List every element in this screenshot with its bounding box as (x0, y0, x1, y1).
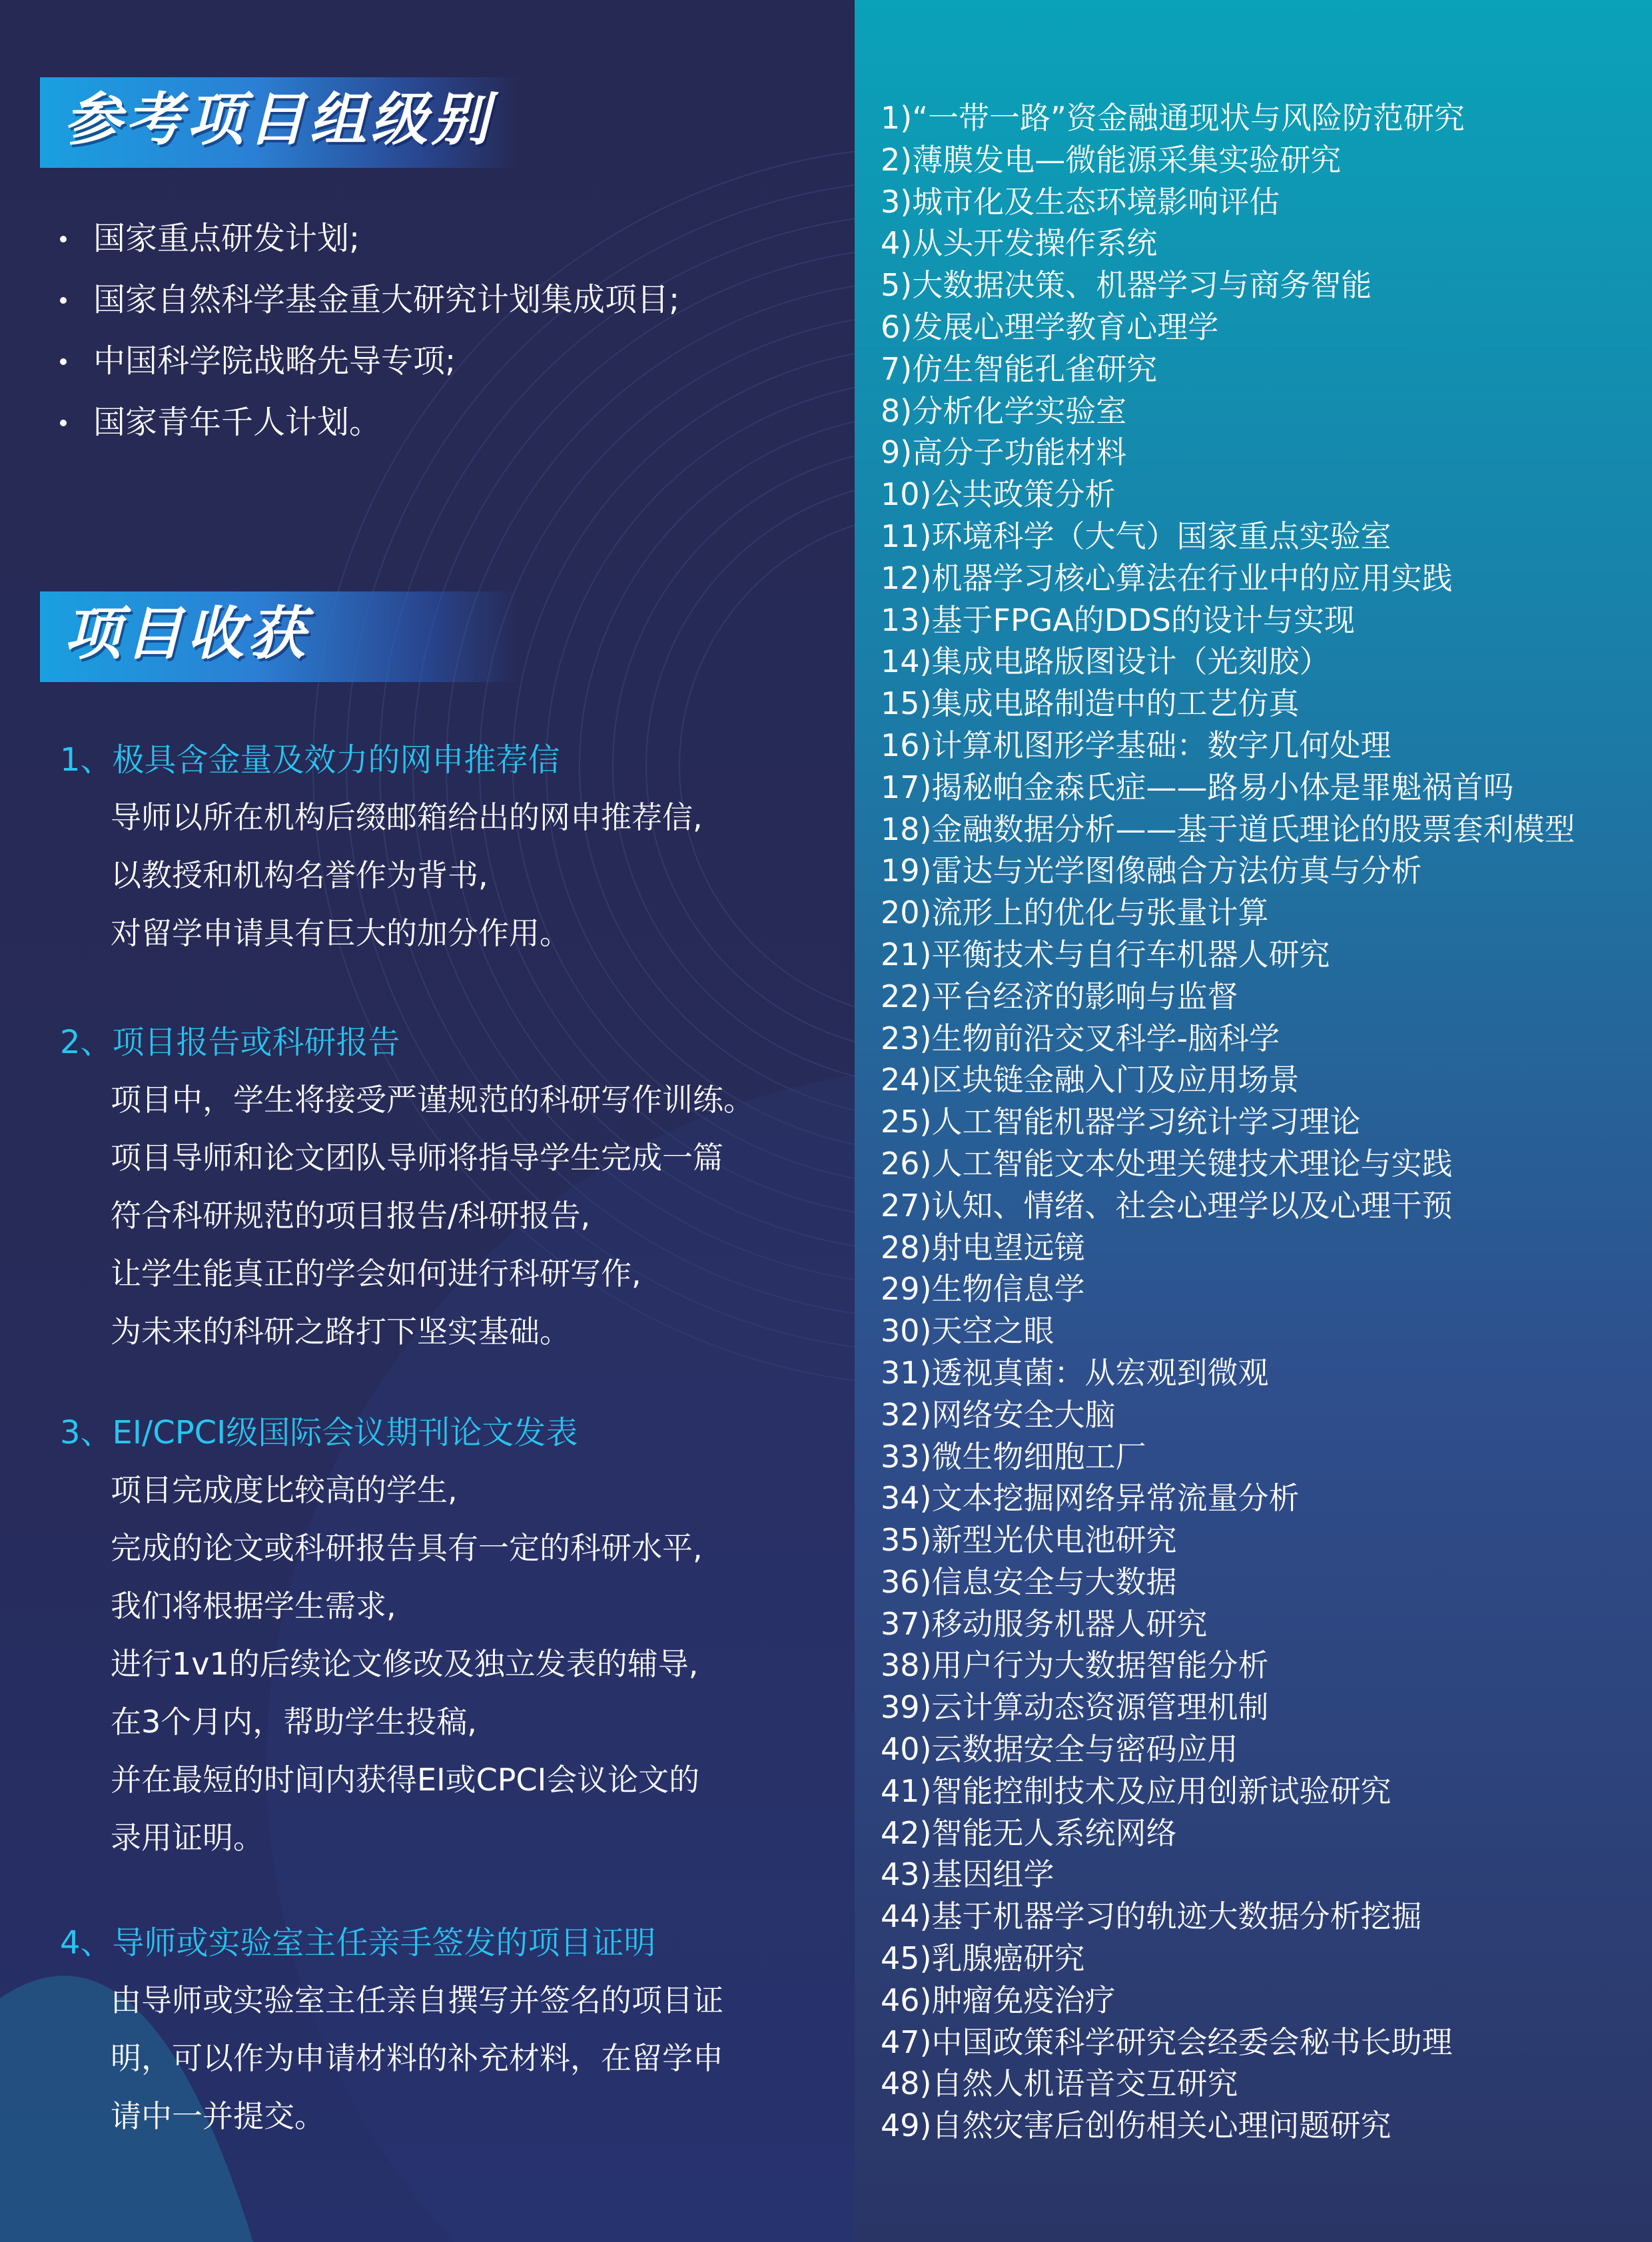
project-item: 40)云数据安全与密码应用 (881, 1731, 1238, 1768)
project-item: 6)发展心理学教育心理学 (881, 308, 1219, 345)
project-item: 3)城市化及生态环境影响评估 (881, 183, 1280, 220)
project-item: 48)自然人机语音交互研究 (881, 2065, 1238, 2102)
project-item: 14)集成电路版图设计（光刻胶） (881, 643, 1330, 680)
gain-line: 符合科研规范的项目报告/科研报告, (111, 1198, 591, 1234)
gain-line: 明，可以作为申请材料的补充材料，在留学申 (111, 2040, 723, 2076)
project-item: 7)仿生智能孔雀研究 (881, 350, 1158, 387)
project-item: 22)平台经济的影响与监督 (881, 978, 1238, 1014)
gain-line: 在3个月内，帮助学生投稿, (111, 1704, 477, 1740)
gain-heading: 4、导师或实验室主任亲手签发的项目证明 (60, 1924, 656, 1962)
project-item: 34)文本挖掘网络异常流量分析 (881, 1480, 1300, 1517)
project-item: 19)雷达与光学图像融合方法仿真与分析 (881, 853, 1422, 889)
project-item: 28)射电望远镜 (881, 1229, 1085, 1266)
gain-line: 录用证明。 (111, 1820, 264, 1856)
gain-line: 项目导师和论文团队导师将指导学生完成一篇 (111, 1140, 723, 1176)
gain-line: 导师以所在机构后缀邮箱给出的网申推荐信, (111, 799, 703, 835)
gain-body (60, 789, 703, 962)
project-item: 30)天空之眼 (881, 1313, 1054, 1349)
project-item: 27)认知、情绪、社会心理学以及心理干预 (881, 1187, 1453, 1224)
reference-item: 国家重点研发计划; (60, 208, 679, 269)
project-item: 11)环境科学（大气）国家重点实验室 (881, 518, 1392, 554)
project-item: 33)微生物细胞工厂 (881, 1438, 1146, 1475)
project-item: 15)集成电路制造中的工艺仿真 (881, 685, 1300, 722)
gain-line: 进行1v1的后续论文修改及独立发表的辅导, (111, 1646, 699, 1682)
project-item: 26)人工智能文本处理关键技术理论与实践 (881, 1145, 1453, 1182)
reference-list (60, 208, 679, 453)
project-item: 17)揭秘帕金森氏症——路易小体是罪魁祸首吗 (881, 769, 1514, 805)
gain-item-publication (60, 1409, 703, 1867)
project-item: 32)网络安全大脑 (881, 1396, 1116, 1433)
project-item: 35)新型光伏电池研究 (881, 1522, 1177, 1559)
gain-line: 完成的论文或科研报告具有一定的科研水平, (111, 1530, 703, 1566)
project-item: 21)平衡技术与自行车机器人研究 (881, 936, 1330, 972)
gain-line: 让学生能真正的学会如何进行科研写作, (111, 1256, 641, 1292)
project-item: 49)自然灾害后创伤相关心理问题研究 (881, 2107, 1392, 2144)
gain-heading: 1、极具含金量及效力的网申推荐信 (60, 741, 560, 779)
gain-item-report (60, 1019, 754, 1361)
gain-line: 对留学申请具有巨大的加分作用。 (111, 915, 570, 951)
gains-title: 项目收获 (64, 601, 309, 667)
gain-line: 由导师或实验室主任亲自撰写并签名的项目证 (111, 1982, 723, 2018)
reference-title: 参考项目组级别 (64, 87, 493, 153)
project-item: 43)基因组学 (881, 1856, 1054, 1893)
gain-line: 请中一并提交。 (111, 2098, 325, 2134)
project-item: 5)大数据决策、机器学习与商务智能 (881, 267, 1372, 304)
project-item: 4)从头开发操作系统 (881, 225, 1158, 262)
project-item: 44)基于机器学习的轨迹大数据分析挖掘 (881, 1898, 1422, 1935)
project-item: 38)用户行为大数据智能分析 (881, 1647, 1269, 1684)
project-item: 46)肿瘤免疫治疗 (881, 1982, 1116, 2018)
project-item: 20)流形上的优化与张量计算 (881, 895, 1269, 931)
gain-item-recommendation (60, 737, 703, 962)
project-item: 25)人工智能机器学习统计学习理论 (881, 1104, 1361, 1140)
project-item: 2)薄膜发电—微能源采集实验研究 (881, 141, 1342, 178)
project-item: 12)机器学习核心算法在行业中的应用实践 (881, 560, 1453, 596)
project-item: 36)信息安全与大数据 (881, 1563, 1177, 1600)
project-item: 31)透视真菌：从宏观到微观 (881, 1354, 1269, 1391)
project-item: 8)分析化学实验室 (881, 392, 1127, 429)
gain-body (60, 1972, 723, 2145)
gain-line: 项目中，学生将接受严谨规范的科研写作训练。 (111, 1082, 754, 1118)
gain-heading: 2、项目报告或科研报告 (60, 1024, 400, 1061)
project-item: 41)智能控制技术及应用创新试验研究 (881, 1772, 1392, 1809)
project-item: 29)生物信息学 (881, 1271, 1085, 1308)
project-item: 1)“一带一路”资金融通现状与风险防范研究 (881, 100, 1465, 136)
project-item: 37)移动服务机器人研究 (881, 1605, 1208, 1642)
project-item: 45)乳腺癌研究 (881, 1940, 1085, 1977)
project-item: 9)高分子功能材料 (881, 434, 1127, 471)
gain-line: 并在最短的时间内获得EI或CPCI会议论文的 (111, 1762, 700, 1798)
gains-banner (40, 591, 520, 682)
reference-banner (40, 77, 520, 168)
project-item: 10)公共政策分析 (881, 476, 1116, 513)
gain-heading: 3、EI/CPCI级国际会议期刊论文发表 (60, 1414, 578, 1451)
gain-line: 以教授和机构名誉作为背书, (111, 857, 488, 893)
gain-body (60, 1071, 754, 1361)
project-item: 39)云计算动态资源管理机制 (881, 1689, 1269, 1726)
gain-item-certificate (60, 1920, 723, 2145)
project-item: 16)计算机图形学基础：数字几何处理 (881, 727, 1392, 763)
project-item: 18)金融数据分析——基于道氏理论的股票套利模型 (881, 811, 1575, 847)
reference-item: 中国科学院战略先导专项; (60, 330, 679, 392)
gain-line: 项目完成度比较高的学生, (111, 1472, 458, 1508)
gain-line: 为未来的科研之路打下坚实基础。 (111, 1313, 570, 1349)
project-list (881, 97, 1575, 2147)
project-item: 23)生物前沿交叉科学-脑科学 (881, 1020, 1280, 1056)
project-item: 13)基于FPGA的DDS的设计与实现 (881, 601, 1355, 638)
gain-line: 我们将根据学生需求, (111, 1588, 396, 1624)
reference-item: 国家自然科学基金重大研究计划集成项目; (60, 269, 679, 330)
project-item: 24)区块链金融入门及应用场景 (881, 1062, 1300, 1098)
reference-item: 国家青年千人计划。 (60, 392, 679, 453)
gain-body (60, 1461, 703, 1867)
project-item: 47)中国政策科学研究会经委会秘书长助理 (881, 2024, 1453, 2060)
project-item: 42)智能无人系统网络 (881, 1814, 1177, 1851)
